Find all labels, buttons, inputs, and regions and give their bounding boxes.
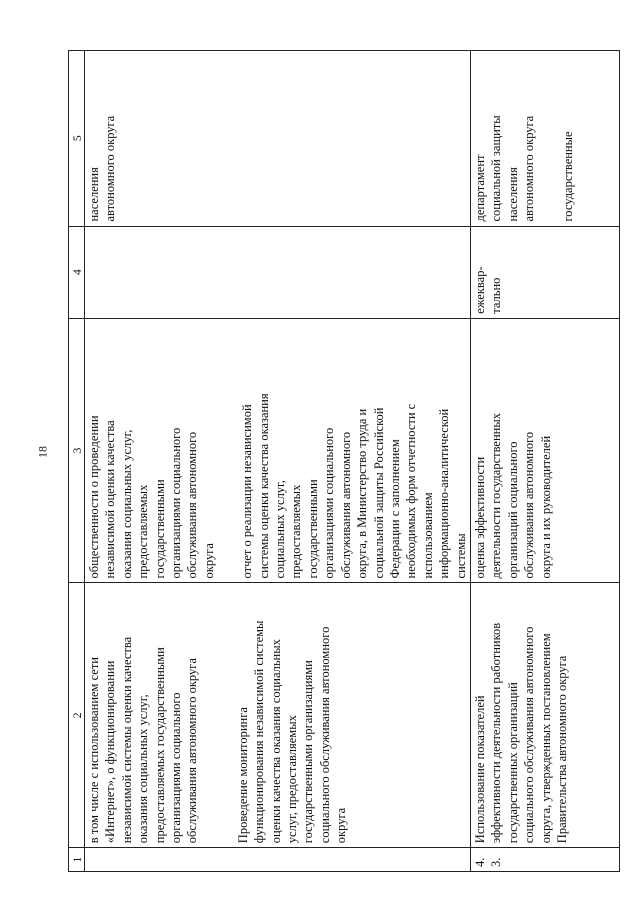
executor-text-2: государственные <box>560 131 575 222</box>
measure-cell <box>85 583 471 848</box>
table-row <box>470 51 619 872</box>
table-row <box>85 51 471 872</box>
header-col-2: 2 <box>69 583 85 848</box>
measures-table <box>68 50 620 872</box>
measure-text-2: Проведение мониторинга функционирования независимой системы оценки качества оказания социальных услуг, предоставляемых государственными организациями социального обслуживания автономного округа <box>235 620 349 844</box>
measure-cell: Использование показателей эффективности деятельности работников государственных организаций социального обслуживания автономного округа, утвержденных постановлением Правительства автономного округа <box>470 583 619 848</box>
term-cell: ежеквар- тально <box>470 226 619 318</box>
result-cell: оценка эффективности деятельности государственных организаций социального обслуживания автономного округа и их руководителей <box>470 318 619 583</box>
header-col-4: 4 <box>69 226 85 318</box>
header-col-1: 1 <box>69 848 85 872</box>
term-cell <box>85 226 471 318</box>
header-col-5: 5 <box>69 51 85 227</box>
executor-cell: населения автономного округа <box>85 51 471 227</box>
result-text: общественности о проведении независимой оценки качества оказания социальных услуг, предоставляемых государственными организациями социального обслуживания автономного округа <box>87 415 216 579</box>
row-number: 4.3. <box>470 848 619 872</box>
result-cell <box>85 318 471 583</box>
row-number <box>85 848 471 872</box>
header-col-3: 3 <box>69 318 85 583</box>
rotated-table-container <box>68 50 620 872</box>
executor-text: департамент социальной защиты населения автономного округа <box>472 115 537 222</box>
result-text-2: отчет о реализации независимой системы оценки качества оказания социальных услуг, предоставляемых государственными организациями социального обслуживания автономного округа, в Министерство труда и социальной защиты Российской Федерации с заполнением необходимых форм отчетности с использованием информационно-аналитической системы <box>240 393 468 579</box>
page-number: 18 <box>35 446 50 458</box>
table-header-row <box>69 51 85 872</box>
measure-text: в том числе с использованием сети «Интернет», о функционировании независимой системы оценки качества оказания социальных услуг, предоставляемых государственными организациями социального обслуживания автономного округа <box>87 636 200 844</box>
executor-cell <box>470 51 619 227</box>
